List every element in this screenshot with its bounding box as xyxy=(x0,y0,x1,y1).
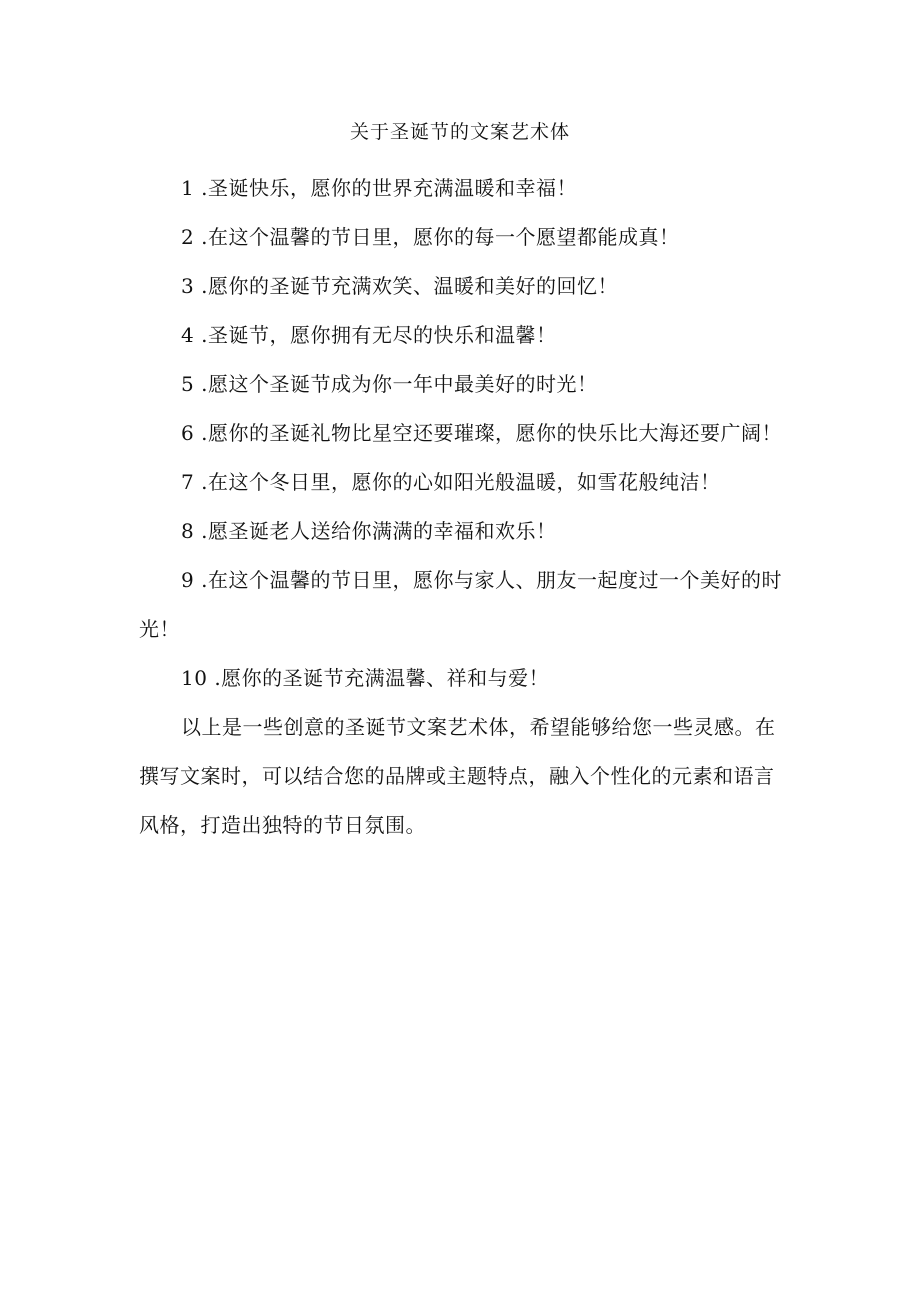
item-number: 4 xyxy=(181,323,195,347)
list-item xyxy=(139,213,794,262)
item-text: .愿你的圣诞礼物比星空还要璀璨，愿你的快乐比大海还要广阔！ xyxy=(201,421,782,445)
item-number: 10 xyxy=(181,666,208,690)
list-item xyxy=(139,654,794,703)
item-number: 3 xyxy=(181,274,195,298)
list-item xyxy=(139,409,794,458)
item-number: 6 xyxy=(181,421,195,445)
item-text: .在这个温馨的节日里，愿你与家人、朋友一起度过一个美好的时光！ xyxy=(139,568,782,641)
item-text: .圣诞快乐，愿你的世界充满温暖和幸福！ xyxy=(201,176,577,200)
page-title: 关于圣诞节的文案艺术体 xyxy=(349,121,570,143)
list-item xyxy=(139,360,794,409)
item-text: .愿这个圣诞节成为你一年中最美好的时光！ xyxy=(201,372,598,396)
item-number: 1 xyxy=(181,176,195,200)
item-number: 7 xyxy=(181,470,195,494)
document-body xyxy=(139,164,794,850)
item-number: 2 xyxy=(181,225,195,249)
list-item xyxy=(139,556,794,654)
item-number: 5 xyxy=(181,372,195,396)
list-item xyxy=(139,507,794,556)
item-number: 8 xyxy=(181,519,195,543)
item-text: .圣诞节，愿你拥有无尽的快乐和温馨！ xyxy=(201,323,557,347)
list-item xyxy=(139,458,794,507)
summary-paragraph: 以上是一些创意的圣诞节文案艺术体，希望能够给您一些灵感。在撰写文案时，可以结合您的品牌或主题特点，融入个性化的元素和语言风格，打造出独特的节日氛围。 xyxy=(139,715,776,837)
item-text: .在这个温馨的节日里，愿你的每一个愿望都能成真！ xyxy=(201,225,680,249)
list-item xyxy=(139,164,794,213)
list-item xyxy=(139,311,794,360)
item-number: 9 xyxy=(181,568,195,592)
item-text: .愿圣诞老人送给你满满的幸福和欢乐！ xyxy=(201,519,557,543)
item-text: .愿你的圣诞节充满欢笑、温暖和美好的回忆！ xyxy=(201,274,618,298)
item-text: .愿你的圣诞节充满温馨、祥和与爱！ xyxy=(214,666,550,690)
item-text: .在这个冬日里，愿你的心如阳光般温暖，如雪花般纯洁！ xyxy=(201,470,721,494)
list-item xyxy=(139,262,794,311)
